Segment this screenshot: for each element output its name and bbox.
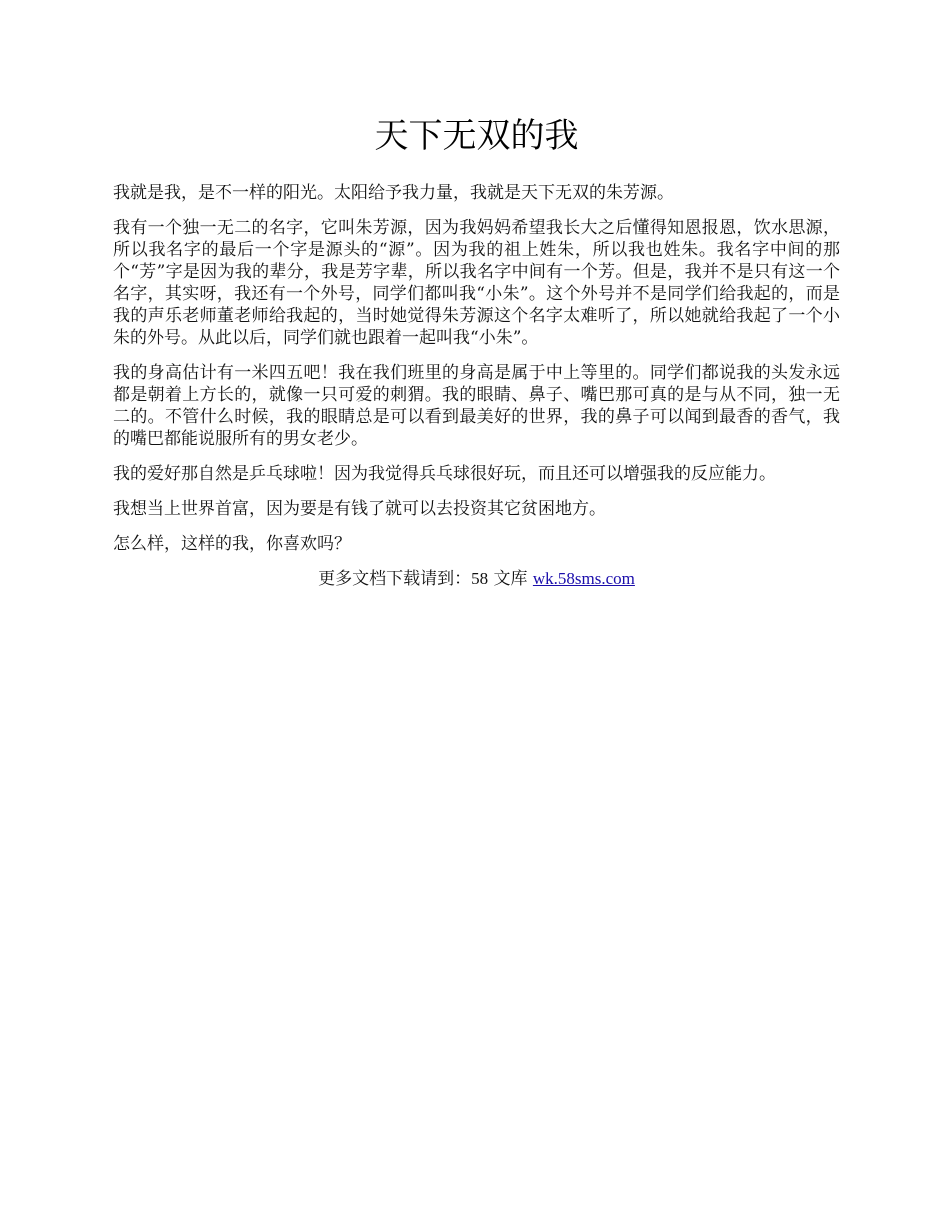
paragraph-name: 我有一个独一无二的名字，它叫朱芳源，因为我妈妈希望我长大之后懂得知恩报恩，饮水思源，所以我名字的最后一个字是源头的“源”。因为我的祖上姓朱，所以我也姓朱。我名字中间的那个“芳”字是因为我的辈分，我是芳字辈，所以我名字中间有一个芳。但是，我并不是只有这一个名字，其实呀，我还有一个外号，同学们都叫我“小朱”。这个外号并不是同学们给我起的，而是我的声乐老师董老师给我起的，当时她觉得朱芳源这个名字太难听了，所以她就给我起了一个小朱的外号。从此以后，同学们就也跟着一起叫我“小朱”。 bbox=[113, 218, 840, 348]
download-footer bbox=[113, 568, 840, 590]
footer-link[interactable]: wk.58sms.com bbox=[532, 569, 635, 588]
document-title: 天下无双的我 bbox=[374, 116, 579, 156]
document-body bbox=[113, 110, 840, 590]
footer-site-name: 文库 bbox=[488, 569, 533, 589]
paragraph-hobby: 我的爱好那自然是乒乓球啦！因为我觉得兵乓球很好玩，而且还可以增强我的反应能力。 bbox=[113, 464, 776, 484]
paragraph-dream: 我想当上世界首富，因为要是有钱了就可以去投资其它贫困地方。 bbox=[113, 499, 606, 519]
footer-prefix: 更多文档下载请到： bbox=[318, 569, 472, 589]
paragraph-appearance: 我的身高估计有一米四五吧！我在我们班里的身高是属于中上等里的。同学们都说我的头发永远都是朝着上方长的，就像一只可爱的刺猬。我的眼睛、鼻子、嘴巴那可真的是与从不同，独一无二的。不管什么时候，我的眼睛总是可以看到最美好的世界，我的鼻子可以闻到最香的香气，我的嘴巴都能说服所有的男女老少。 bbox=[113, 363, 840, 449]
paragraph-closing: 怎么样，这样的我，你喜欢吗？ bbox=[113, 534, 351, 554]
footer-number: 58 bbox=[471, 569, 489, 588]
paragraph-intro: 我就是我，是不一样的阳光。太阳给予我力量，我就是天下无双的朱芳源。 bbox=[113, 183, 674, 203]
